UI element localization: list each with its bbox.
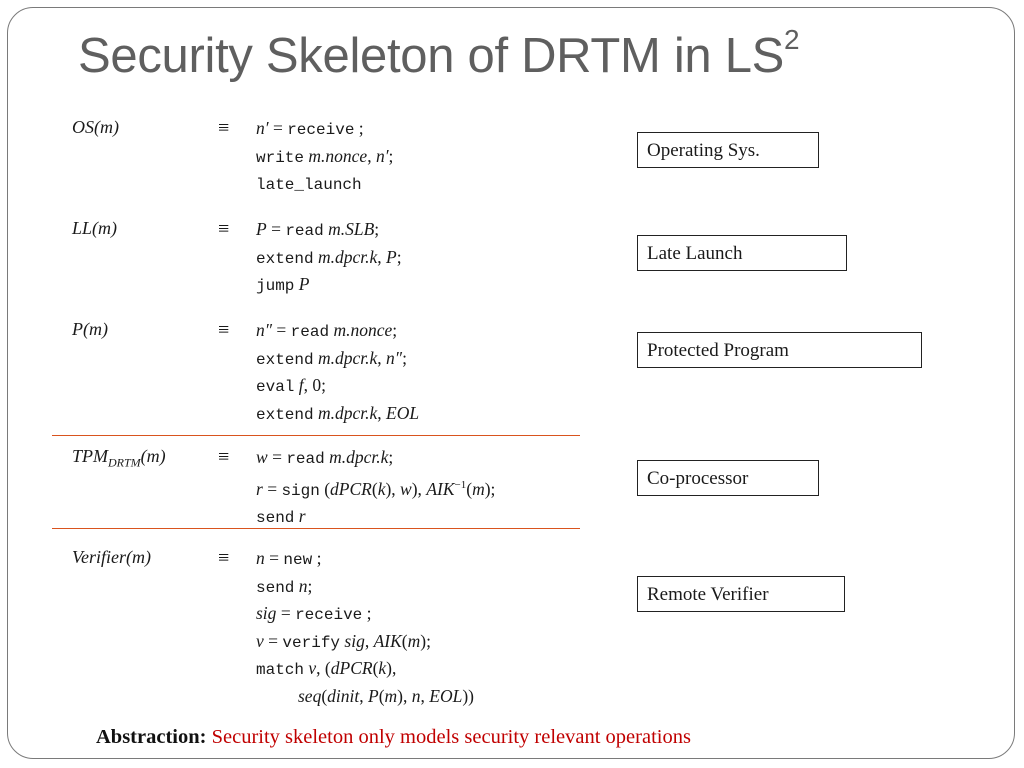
- label-late-launch: Late Launch: [637, 235, 847, 271]
- equiv-symbol-p: ≡: [218, 319, 230, 341]
- footer-note: [96, 726, 691, 749]
- divider-bottom: [52, 528, 580, 529]
- title-superscript: 2: [784, 24, 800, 55]
- label-protected-program: Protected Program: [637, 332, 922, 368]
- rule-body-verifier: n = new ; send n; sig = receive ; v = verify sig, AIK(m); match v, (dPCR(k), seq(dinit, P(m), n, EOL)): [256, 548, 474, 706]
- footer-text: Security skeleton only models security relevant operations: [211, 726, 691, 748]
- divider-top: [52, 435, 580, 436]
- rule-body-tpm: w = read m.dpcr.k; r = sign (dPCR(k), w), $AIK^{-1}(m)$; send r: [256, 447, 496, 527]
- label-operating-sys: Operating Sys.: [637, 132, 819, 168]
- page-title: Security Skeleton of DRTM in $LS^2$: [78, 24, 800, 83]
- rule-lhs-p: P(m): [72, 319, 108, 339]
- rule-body-ll: P = read m.SLB; extend m.dpcr.k, P; jump P: [256, 219, 402, 295]
- tpm-subscript: DRTM: [108, 455, 141, 470]
- equiv-symbol-verifier: ≡: [218, 547, 230, 569]
- rule-body-p: n″ = read m.nonce; extend m.dpcr.k, n″; eval f, 0; extend m.dpcr.k, EOL: [256, 320, 420, 424]
- rule-lhs-tpm: $TPM_{DRTM}(m)$: [72, 446, 166, 470]
- label-co-processor: Co-processor: [637, 460, 819, 496]
- slide-frame: [7, 7, 1015, 759]
- equiv-symbol-tpm: ≡: [218, 446, 230, 468]
- rule-lhs-os: OS(m): [72, 117, 119, 137]
- equiv-symbol-os: ≡: [218, 117, 230, 139]
- footer-bold: Abstraction:: [96, 726, 207, 748]
- rule-lhs-ll: LL(m): [72, 218, 118, 238]
- label-remote-verifier: Remote Verifier: [637, 576, 845, 612]
- rule-body-os: n′ = receive ; write m.nonce, n′; late_launch: [256, 118, 394, 194]
- equiv-symbol-ll: ≡: [218, 218, 230, 240]
- rule-lhs-verifier: Verifier(m): [72, 547, 151, 567]
